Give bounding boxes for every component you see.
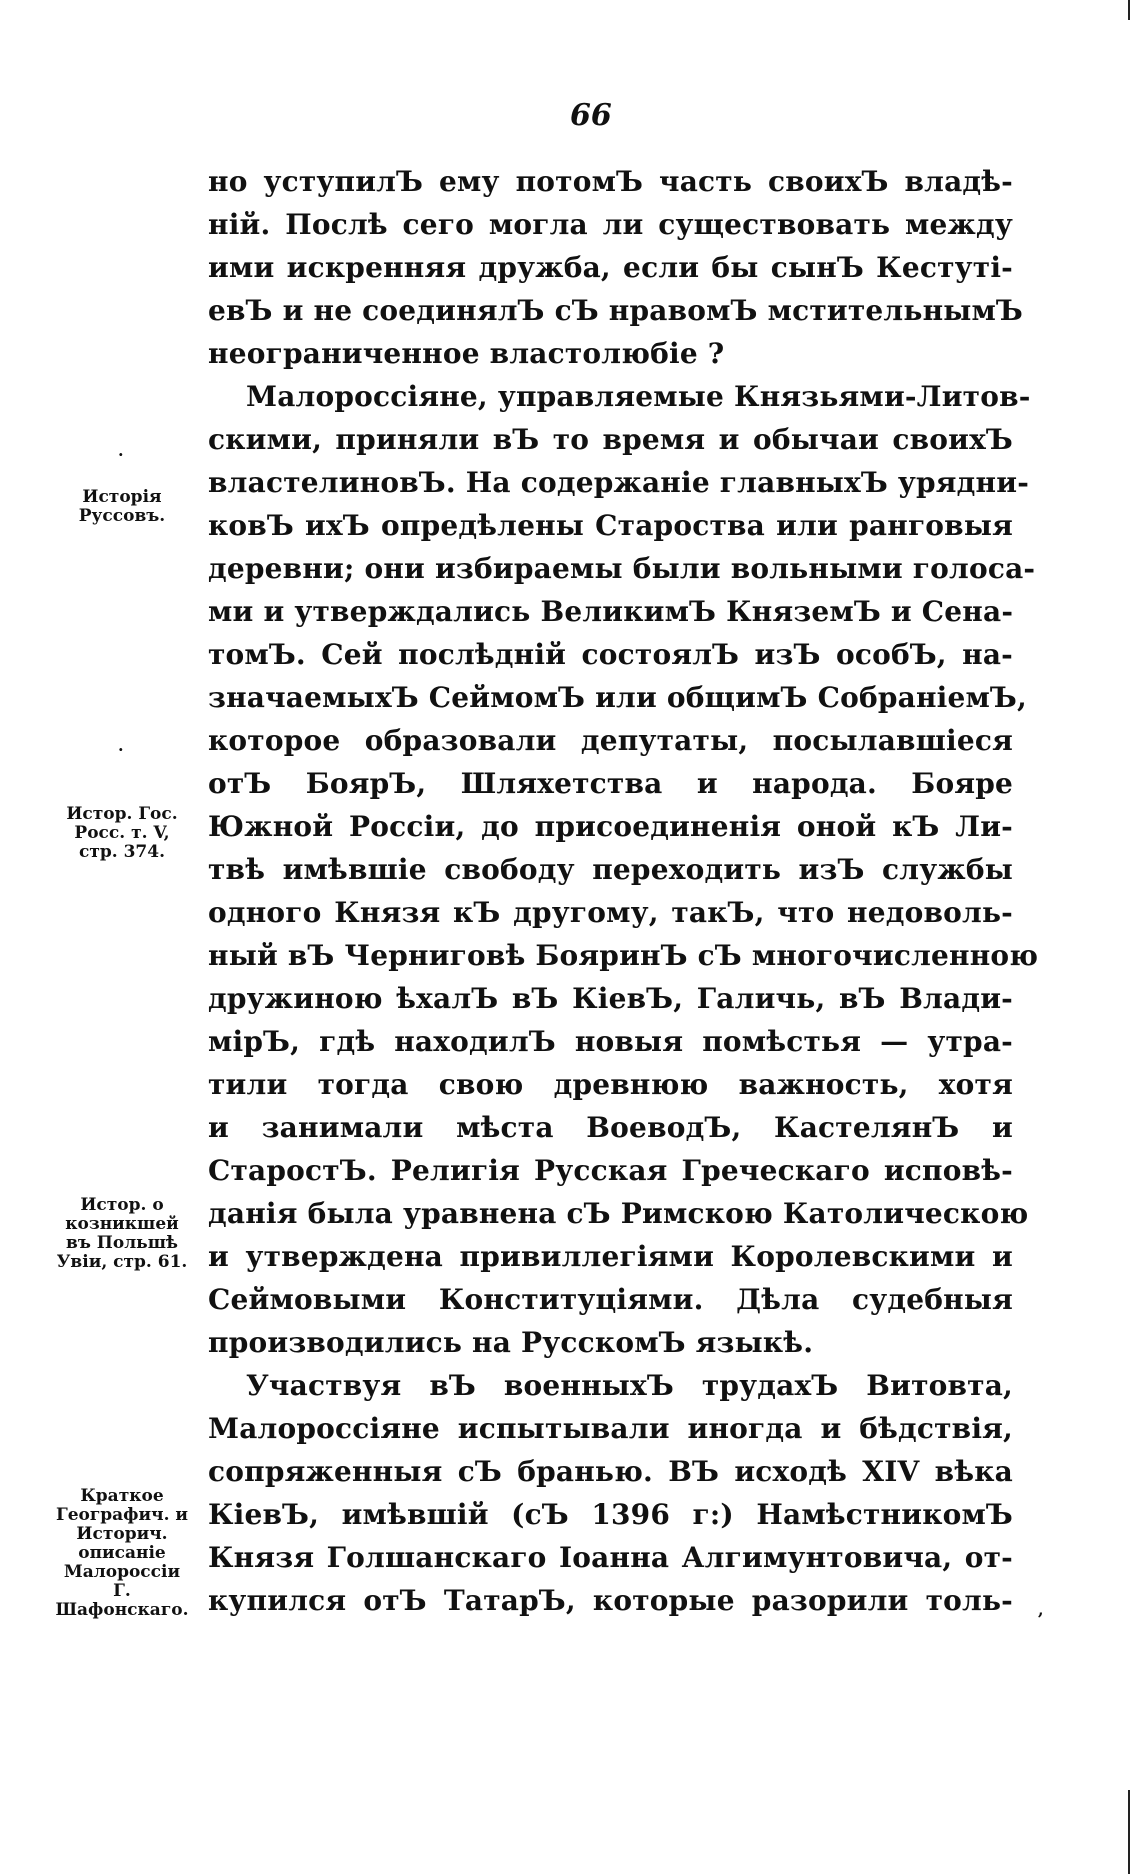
text-line: Малороссiяне, управляемые Князьями-Литов-	[246, 380, 1031, 413]
text-line: Малороссiяне испытывали иногда и бѣдствія,	[208, 1412, 1013, 1445]
text-line: одного Князя кЪ другому, такЪ, что недоволь-	[208, 896, 1013, 929]
text-line: евЪ и не соединялЪ сЪ нравомЪ мстительнымЪ	[208, 294, 1024, 327]
text-line: властелиновЪ. На содержаніе главныхЪ урядни-	[208, 466, 1030, 499]
side-note: Краткое Географич. и Историч. описаніе Малороссіи Г. Шафонскаго.	[55, 1486, 189, 1620]
text-line: мірЪ, гдѣ находилЪ новыя помѣстья — утра-	[208, 1025, 1013, 1058]
text-line: которое образовали депутаты, посылавшіеся	[208, 724, 1013, 757]
text-line: тили тогда свою древнюю важность, хотя	[208, 1068, 1013, 1101]
text-line: ній. Послѣ сего могла ли существовать между	[208, 208, 1013, 241]
text-line: данія была уравнена сЪ Римскою Католическою	[208, 1197, 1029, 1230]
text-line: неограниченное властолюбіе ?	[208, 337, 725, 370]
text-line: ми и утверждались ВеликимЪ КняземЪ и Сена-	[208, 595, 1014, 628]
text-line: Участвуя вЪ военныхЪ трудахЪ Витовта,	[246, 1369, 1013, 1402]
text-line: томЪ. Сей послѣдній состоялЪ изЪ особЪ, на-	[208, 638, 1013, 671]
text-line: ный вЪ Черниговѣ БояринЪ сЪ многочисленною	[208, 939, 1039, 972]
text-line: СтаростЪ. Религія Русская Греческаго исповѣ-	[208, 1154, 1013, 1187]
text-line: Южной Россіи, до присоединенія оной кЪ Ли-	[208, 810, 1013, 843]
text-line: и утверждена привиллегіями Королевскими и	[208, 1240, 1013, 1273]
text-line: дружиною ѣхалЪ вЪ КіевЪ, Галичь, вЪ Влади-	[208, 982, 1013, 1015]
main-text	[208, 160, 1039, 1622]
side-note: Истор. о козникшей въ Польшѣ Увіи, стр. 61.	[56, 1195, 188, 1272]
text-line: купился отЪ ТатарЪ, которые разорили толь-	[208, 1584, 1013, 1617]
text-line: твѣ имѣвшіе свободу переходить изЪ службы	[208, 853, 1013, 886]
text-line: значаемыхЪ СеймомЪ или общимЪ СобраніемЪ,	[208, 681, 1027, 714]
text-line: ими искренняя дружба, если бы сынЪ Кестутi-	[208, 251, 1013, 284]
page-edge-line	[1128, 1790, 1130, 1874]
page-edge-line	[1128, 0, 1130, 20]
side-note: Исторія Руссовъ.	[78, 487, 166, 526]
side-note: Истор. Гос. Росс. т. V, стр. 374.	[66, 804, 178, 862]
page-number: 66	[570, 98, 612, 133]
text-line: и занимали мѣста ВоеводЪ, КастелянЪ и	[208, 1111, 1013, 1144]
text-line: отЪ БоярЪ, Шляхетства и народа. Бояре	[208, 767, 1013, 800]
text-line: сопряженныя сЪ бранью. ВЪ исходѣ XIV вѣка	[208, 1455, 1013, 1488]
margin-dot: ·	[118, 740, 124, 759]
text-line: но уступилЪ ему потомЪ часть своихЪ владѣ-	[208, 165, 1013, 198]
text-line: скими, приняли вЪ то время и обычаи своихЪ	[208, 423, 1013, 456]
text-line: ковЪ ихЪ опредѣлены Староства или ранговыя	[208, 509, 1013, 542]
text-line: производились на РусскомЪ языкѣ.	[208, 1326, 814, 1359]
text-line: Князя Голшанскаго Іоанна Алгимунтовича, от-	[208, 1541, 1013, 1574]
margin-dot: ·	[118, 445, 124, 464]
margin-dot: ,	[1038, 1600, 1044, 1619]
text-line: КіевЪ, имѣвшій (сЪ 1396 г:) НамѣстникомЪ	[208, 1498, 1013, 1531]
text-line: деревни; они избираемы были вольными голоса-	[208, 552, 1036, 585]
text-line: Сеймовыми Конституціями. Дѣла судебныя	[208, 1283, 1013, 1316]
